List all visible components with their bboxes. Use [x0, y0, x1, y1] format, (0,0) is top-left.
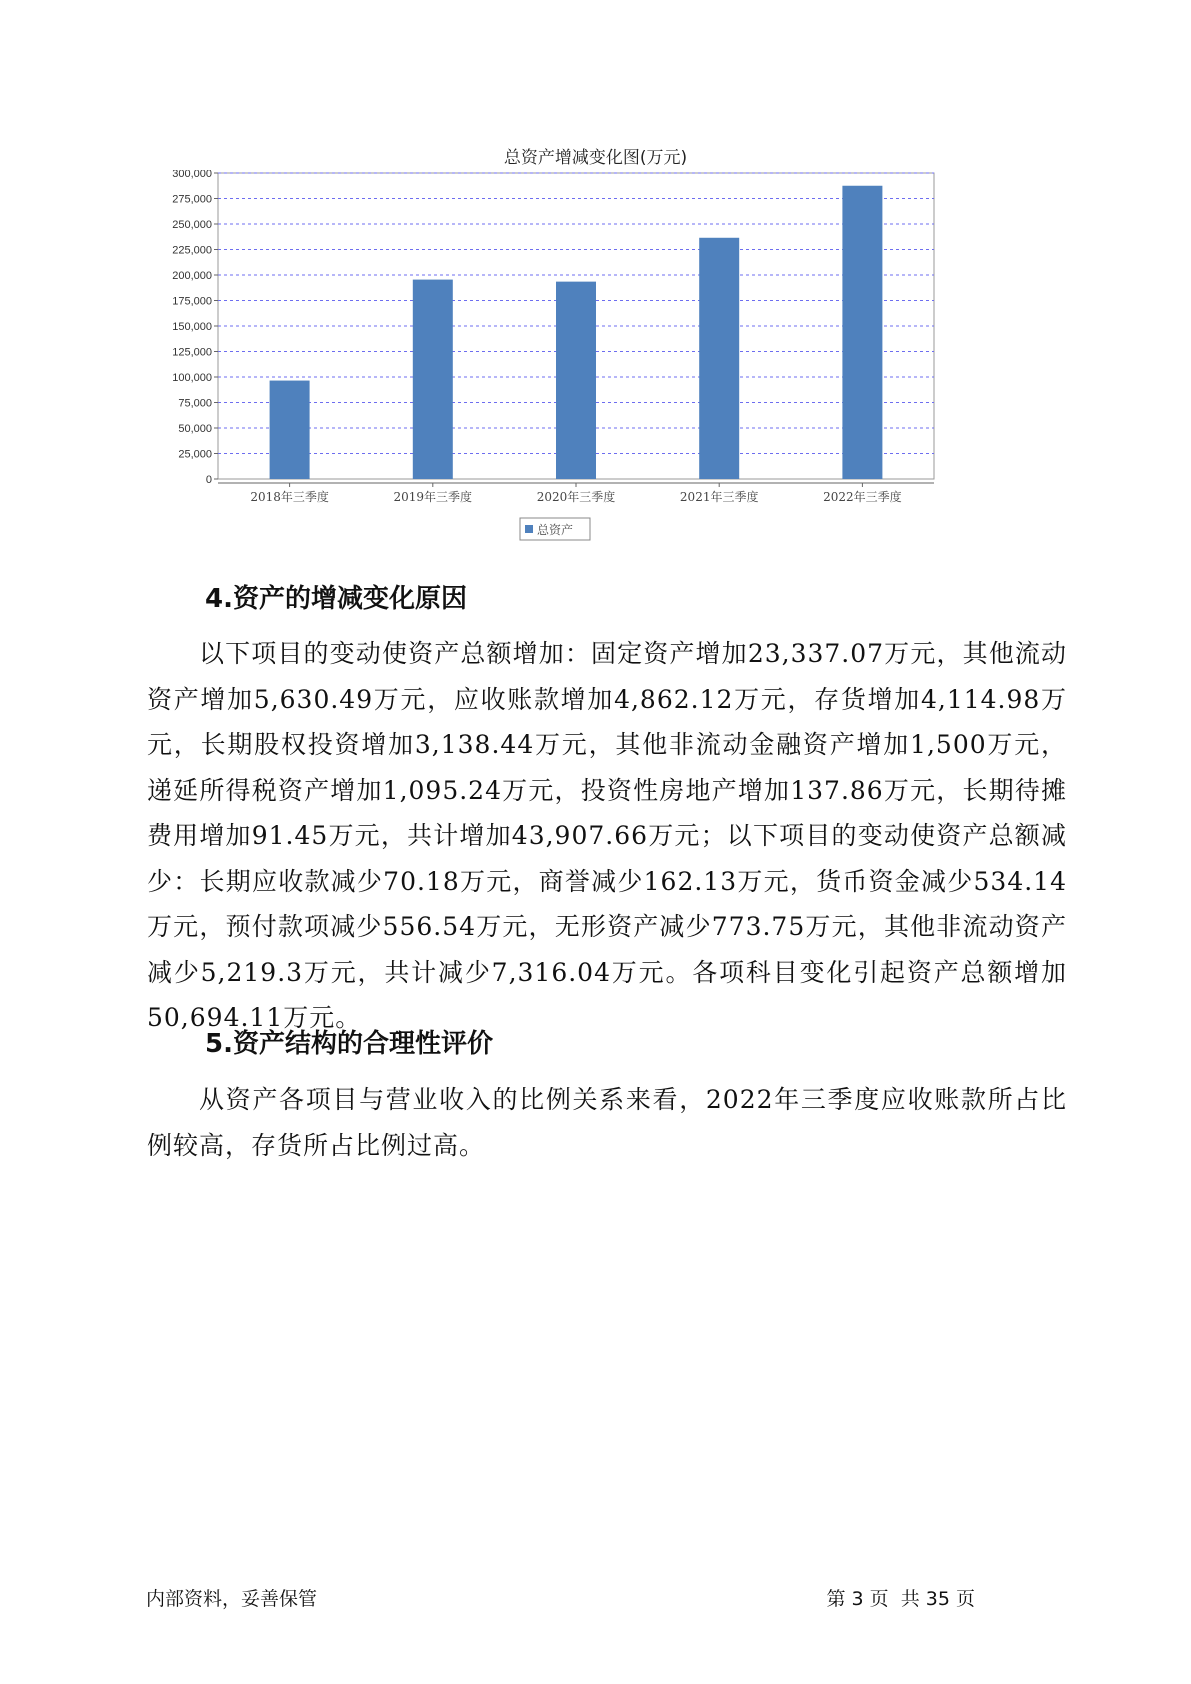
bar-2022年三季度 — [842, 186, 882, 479]
y-tick-label: 100,000 — [172, 372, 212, 384]
x-tick-label: 2022年三季度 — [823, 490, 902, 504]
section-4-heading: 4.资产的增减变化原因 — [205, 584, 467, 614]
y-tick-label: 150,000 — [172, 321, 212, 333]
y-tick-label: 275,000 — [172, 193, 212, 206]
x-tick-label: 2018年三季度 — [250, 490, 329, 504]
footer-confidential-note: 内部资料，妥善保管 — [146, 1588, 318, 1610]
legend-swatch — [525, 525, 533, 533]
chart-title: 总资产增减变化图(万元) — [503, 148, 688, 168]
y-tick-label: 25,000 — [178, 448, 212, 461]
y-tick-label: 0 — [205, 474, 212, 486]
y-tick-label: 200,000 — [172, 270, 212, 282]
y-tick-label: 225,000 — [172, 244, 212, 257]
section-5-paragraph: 从资产各项目与营业收入的比例关系来看，2022年三季度应收账款所占比例较高，存货所占比例过高。 — [147, 1085, 1067, 1160]
bar-2020年三季度 — [556, 282, 596, 479]
footer-page-number: 第 3 页 共 35 页 — [826, 1588, 975, 1610]
y-tick-label: 50,000 — [178, 423, 212, 435]
bar-2018年三季度 — [270, 381, 310, 479]
section-4-paragraph: 以下项目的变动使资产总额增加：固定资产增加23,337.07万元，其他流动资产增加5,630.49万元，应收账款增加4,862.12万元，存货增加4,114.98万元，长期股权投资增加3,138.44万元，其他非流动金融资产增加1,500万元，递延所得税资产增加1,095.24万元，投资性房地产增加137.86万元，长期待摊费用增加91.45万元，共计增加43,907.66万元；以下项目的变动使资产总额减少：长期应收款减少70.18万元，商誉减少162.13万元，货币资金减少534.14万元，预付款项减少556.54万元，无形资产减少773.75万元，其他非流动资产减少5,219.3万元，共计减少7,316.04万元。各项科目变化引起资产总额增加50,694.11万元。 — [147, 639, 1067, 1032]
total-assets-bar-chart — [150, 170, 1030, 600]
y-tick-label: 300,000 — [172, 170, 212, 180]
y-tick-label: 175,000 — [172, 295, 212, 308]
x-tick-label: 2019年三季度 — [393, 490, 473, 504]
bar-2021年三季度 — [699, 238, 739, 479]
y-tick-label: 125,000 — [172, 346, 212, 359]
x-tick-label: 2021年三季度 — [679, 490, 759, 504]
x-tick-label: 2020年三季度 — [536, 490, 616, 504]
y-tick-label: 75,000 — [178, 397, 212, 410]
section-5-heading: 5.资产结构的合理性评价 — [205, 1029, 493, 1059]
bar-2019年三季度 — [413, 280, 453, 479]
y-tick-label: 250,000 — [172, 219, 212, 231]
legend-label: 总资产 — [537, 523, 574, 537]
